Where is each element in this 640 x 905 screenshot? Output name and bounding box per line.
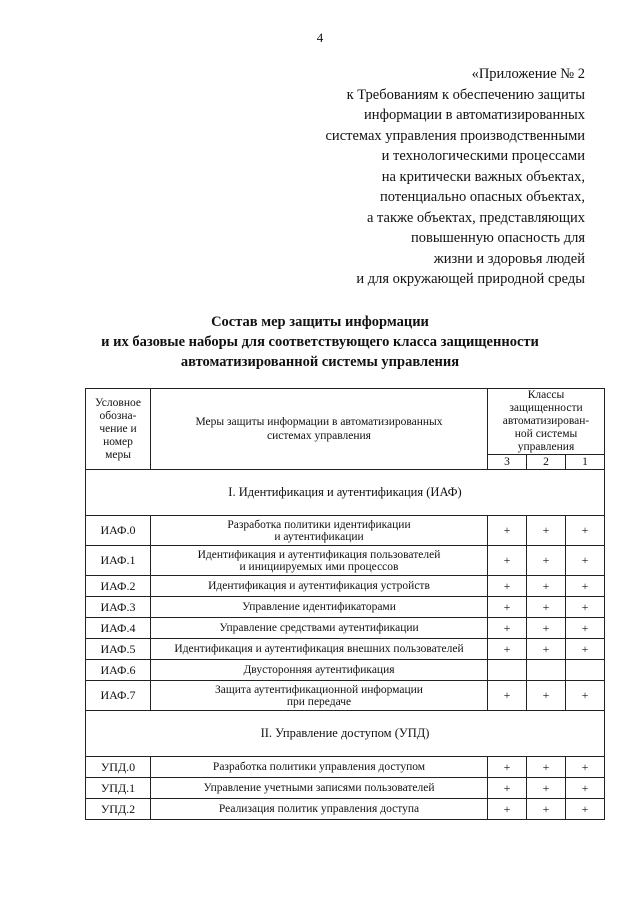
appendix-line: информации в автоматизированных [364, 107, 585, 123]
measure-code: ИАФ.3 [86, 597, 151, 618]
appendix-line: жизни и здоровья людей [433, 250, 585, 267]
measure-name-line: Идентификация и аутентификация устройств [208, 580, 430, 592]
class-mark: + [527, 681, 566, 711]
class-mark: + [566, 799, 605, 820]
class-mark: + [488, 546, 527, 576]
measure-name [151, 597, 488, 618]
class-mark: + [488, 597, 527, 618]
appendix-line: потенциально опасных объектах, [379, 189, 585, 205]
measure-name [151, 757, 488, 778]
table-row [86, 639, 605, 660]
measure-name [151, 778, 488, 799]
document-title [0, 312, 640, 372]
header-classes-line: защищенности [509, 402, 583, 414]
class-mark: + [566, 516, 605, 546]
measure-name-line: при передаче [286, 695, 352, 708]
appendix-line: и для окружающей природной среды [356, 271, 585, 287]
measure-name-line: Управление учетными записями пользователей [203, 782, 435, 794]
measure-name [151, 799, 488, 820]
table-header-row [86, 389, 605, 455]
measure-code: ИАФ.5 [86, 639, 151, 660]
title-line: автоматизированной системы управления [180, 354, 460, 370]
appendix-line: «Приложение № 2 [471, 66, 585, 82]
table-row [86, 778, 605, 799]
table-row [86, 597, 605, 618]
appendix-line: к Требованиям к обеспечению защиты [346, 86, 585, 103]
header-classes [488, 389, 605, 455]
measure-name-line: и инициируемых ими процессов [239, 560, 399, 573]
header-code-line: чение и [99, 422, 137, 435]
class-mark: + [527, 618, 566, 639]
measure-name [151, 618, 488, 639]
appendix-caption [326, 64, 586, 290]
class-mark: + [527, 799, 566, 820]
measure-name-line: Реализация политик управления доступа [218, 803, 420, 815]
measure-name-line: Идентификация и аутентификация пользователей [197, 548, 441, 561]
class-mark: + [527, 546, 566, 576]
class-mark: + [527, 778, 566, 799]
class-mark: + [527, 757, 566, 778]
measure-code: ИАФ.6 [86, 660, 151, 681]
class-mark: + [527, 516, 566, 546]
header-code-line: обозна- [99, 409, 137, 422]
measure-code: ИАФ.7 [86, 681, 151, 711]
section-title: I. Идентификация и аутентификация (ИАФ) [86, 470, 605, 516]
measure-name-line: и аутентификации [274, 530, 364, 543]
header-measure-line: системах управления [267, 430, 371, 442]
header-classes-line: автоматизирован- [502, 415, 590, 427]
measure-name-line: Управление средствами аутентификации [219, 622, 419, 634]
measure-name [151, 546, 488, 576]
section-title: II. Управление доступом (УПД) [86, 711, 605, 757]
class-mark: + [488, 799, 527, 820]
table-row [86, 660, 605, 681]
class-mark: + [527, 576, 566, 597]
table-row [86, 576, 605, 597]
measure-name-line: Идентификация и аутентификация внешних пользователей [174, 643, 464, 655]
section-row [86, 711, 605, 757]
page-number: 4 [316, 30, 324, 45]
table-row [86, 681, 605, 711]
appendix-line: системах управления производственными [325, 127, 585, 144]
header-code-line: номер [103, 435, 133, 448]
measure-name-line: Разработка политики управления доступом [212, 761, 426, 773]
appendix-line: а также объектах, представляющих [366, 209, 585, 226]
title-line: Состав мер защиты информации [211, 314, 429, 330]
measure-name-line: Защита аутентификационной информации [215, 683, 423, 696]
class-mark: + [566, 546, 605, 576]
class-mark: + [566, 576, 605, 597]
class-mark: + [527, 597, 566, 618]
class-number: 3 [488, 455, 527, 470]
class-mark [527, 660, 566, 681]
measure-name-line: Управление идентификаторами [242, 601, 396, 613]
class-mark: + [566, 639, 605, 660]
table-body [86, 470, 605, 820]
class-mark: + [527, 639, 566, 660]
class-mark: + [566, 597, 605, 618]
measure-name [151, 681, 488, 711]
measure-name [151, 576, 488, 597]
class-mark: + [488, 516, 527, 546]
class-number: 2 [527, 455, 566, 470]
measure-name [151, 660, 488, 681]
measure-name-line: Разработка политики идентификации [227, 518, 411, 531]
measures-table [85, 388, 605, 820]
appendix-line: повышенную опасность для [411, 230, 585, 246]
header-code-line: Условное [95, 396, 141, 409]
header-classes-line: ной системы [514, 428, 578, 440]
header-code-line: меры [105, 448, 131, 461]
table-row [86, 546, 605, 576]
header-classes-line: управления [517, 441, 575, 453]
title-line: и их базовые наборы для соответствующего класса защищенности [101, 334, 539, 350]
class-mark: + [488, 757, 527, 778]
measure-name [151, 516, 488, 546]
header-code [86, 389, 151, 470]
header-measure [151, 389, 488, 470]
measure-code: ИАФ.1 [86, 546, 151, 576]
class-mark: + [566, 757, 605, 778]
measure-name [151, 639, 488, 660]
measure-code: ИАФ.0 [86, 516, 151, 546]
class-mark [488, 660, 527, 681]
measure-code: УПД.1 [86, 778, 151, 799]
measure-name-line: Двусторонняя аутентификация [243, 664, 395, 676]
header-classes-line: Классы [527, 389, 565, 401]
class-mark: + [488, 618, 527, 639]
measure-code: ИАФ.2 [86, 576, 151, 597]
appendix-line: и технологическими процессами [381, 148, 585, 164]
class-mark: + [488, 681, 527, 711]
class-mark: + [566, 681, 605, 711]
table-row [86, 516, 605, 546]
class-mark: + [488, 778, 527, 799]
class-mark: + [488, 639, 527, 660]
table-row [86, 757, 605, 778]
class-mark: + [566, 778, 605, 799]
appendix-line: на критически важных объектах, [381, 168, 585, 185]
measure-code: УПД.0 [86, 757, 151, 778]
measure-code: УПД.2 [86, 799, 151, 820]
measure-code: ИАФ.4 [86, 618, 151, 639]
class-mark: + [566, 618, 605, 639]
section-row [86, 470, 605, 516]
class-number: 1 [566, 455, 605, 470]
table-row [86, 799, 605, 820]
header-measure-line: Меры защиты информации в автоматизированных [195, 416, 443, 428]
class-mark [566, 660, 605, 681]
table-row [86, 618, 605, 639]
class-mark: + [488, 576, 527, 597]
